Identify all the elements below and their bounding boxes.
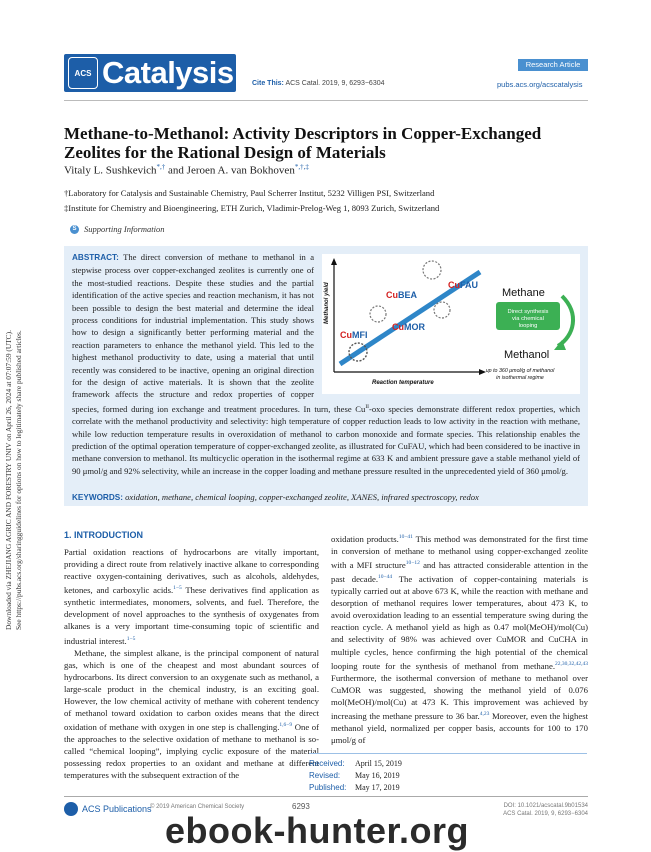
label-cumor: CuMOR — [392, 322, 425, 332]
acs-publications-logo[interactable] — [64, 802, 152, 816]
author-1-marks: *,† — [156, 163, 166, 171]
label-cubea: CuBEA — [386, 290, 418, 300]
author-2-marks: *,†,‡ — [294, 163, 309, 171]
toc-note-line-2: in isothermal regime — [496, 375, 544, 381]
toc-methane-label: Methane — [502, 287, 545, 299]
citation-text: ACS Catal. 2019, 9, 6293−6304 — [503, 811, 588, 817]
toc-process-line-1: Direct synthesis — [507, 309, 549, 315]
keywords — [72, 492, 580, 502]
toc-process-line-3: looping — [518, 323, 538, 329]
zeolite-fau-structure — [423, 261, 441, 279]
sidenote-line-1: Downloaded via ZHEJIANG AGRIC AND FORESTRY UNIV on April 26, 2024 at 07:07:59 (UTC). — [4, 330, 13, 630]
label-cufau: CuFAU — [448, 280, 478, 290]
p3-text-c: and has attracted considerable attention in the past decade. — [331, 559, 588, 584]
cite-text: ACS Catal. 2019, 9, 6293−6304 — [285, 80, 385, 87]
toc-y-arrow — [331, 258, 337, 265]
zeolite-mor-structure — [434, 302, 450, 318]
toc-graphic-svg — [322, 254, 580, 394]
citation[interactable]: 4,23 — [479, 710, 490, 717]
left-column — [64, 546, 319, 781]
article-title: Methane-to-Methanol: Activity Descriptors in Copper-Exchanged Zeolites for the Rational Design of Materials — [64, 124, 542, 162]
publisher-name: ACS Publications — [82, 804, 152, 814]
author-1[interactable]: Vitaly L. Sushkevich — [64, 164, 157, 177]
author-list — [64, 163, 584, 177]
header-divider — [64, 100, 588, 101]
paragraph-3 — [331, 531, 588, 746]
toc-process-line-2: via chemical — [512, 316, 544, 322]
p3-text-d: The activation of copper-containing materials is typically carried out at above 673 K, while the reaction with methane and desorption of methanol requires lower temperatures, about 473 K, to avoid overoxidation leading to an essential temperature swing during the reaction cycle. A methanol yield as high as 0.47 mol(MeOH)/mol(Cu) and selectivity of 98% was achieved over CuMOR and CuCHA in multiple cycles, hence confirming the high potential of the chemical looping route for the synthesis of methanol from methane. — [331, 573, 588, 671]
footer-divider — [64, 796, 588, 797]
cite-this[interactable] — [252, 80, 385, 87]
p3-text-b: This method was demonstrated for the first time in conversion of methane to methanol using copper-exchanged zeolite with a MFI structure — [331, 533, 588, 570]
citation[interactable]: 1−5 — [126, 635, 136, 642]
footer-doi[interactable] — [468, 802, 588, 818]
date-published: Published: May 17, 2019 — [309, 783, 400, 792]
article-dates — [309, 753, 587, 794]
watermark-text: ebook-hunter.org — [165, 810, 469, 851]
citation[interactable]: 10−41 — [398, 534, 413, 540]
citation[interactable]: 1−5 — [173, 585, 182, 592]
citation[interactable]: 10−44 — [378, 574, 393, 581]
supporting-info-label: Supporting Information — [84, 224, 165, 234]
supporting-info-icon: S — [70, 225, 79, 234]
keywords-text: oxidation, methane, chemical looping, copper-exchanged zeolite, XANES, infrared spectroscopy, redox — [125, 492, 479, 502]
p1-text-a: Partial oxidation reactions of hydrocarbons are vitally important, providing a direct route from relatively inactive alkane to corresponding reactive oxygen-containing derivatives, such as alcohols, aldehydes, ketones, and carboxylic acids. — [64, 547, 319, 596]
citation[interactable]: 1,6−9 — [279, 722, 293, 729]
abstract-label: ABSTRACT: — [72, 253, 119, 262]
section-heading-introduction: 1. INTRODUCTION — [64, 530, 144, 540]
label-cumfi: CuMFI — [340, 330, 368, 340]
toc-note-line-1: up to 360 μmol/g of methanol — [485, 368, 555, 374]
date-received: Received: April 15, 2019 — [309, 759, 402, 768]
toc-graphic — [322, 254, 580, 394]
zeolite-bea-structure — [370, 306, 386, 322]
p2-text-a: Methane, the simplest alkane, is the principal component of natural gas, which is one of the cheapest and most abundant sources of hydrocarbons. Its direct conversion to an oxygenate such as methanol, a large-scale product in the chemical industry, is an exciting goal. However, the low chemical activity of methane with coherent tendency of methanol toward oxidation to carbon oxides means that the direct oxidation of methane with oxygen in one step is challenging. — [64, 647, 319, 732]
journal-logo[interactable] — [64, 54, 236, 92]
toc-methanol-label: Methanol — [504, 349, 550, 361]
page-number: 6293 — [292, 802, 310, 811]
date-revised: Revised: May 16, 2019 — [309, 771, 400, 780]
toc-y-label: Methanol yield — [324, 282, 330, 324]
footer-copyright: © 2019 American Chemical Society — [150, 804, 245, 810]
acs-mark: ACS — [68, 57, 98, 89]
p3-text-a: oxidation products. — [331, 533, 399, 544]
journal-url[interactable]: pubs.acs.org/acscatalysis — [497, 80, 583, 89]
journal-name: Catalysis — [102, 55, 234, 90]
acs-publications-icon — [64, 802, 78, 816]
p3-text-e: Furthermore, the isothermal conversion of methane to methanol over CuMOR was suggested, showing the methanol yield of 0.076 mol(MeOH)/mol(Cu) at 473 K. This improvement was achieved by increasing the methane pressure to 36 bar. — [331, 672, 588, 721]
p3-text-f: Moreover, even the highest methanol yield, normalized per copper basis, accounts for 100 to 170 μmol/g of — [331, 710, 589, 745]
citation[interactable]: 10−12 — [405, 560, 420, 567]
paragraph-1 — [64, 546, 319, 647]
download-sidenote — [4, 250, 34, 630]
keywords-label: KEYWORDS: — [72, 493, 123, 502]
abstract — [72, 251, 580, 477]
toc-curved-arrow — [558, 296, 573, 346]
article-type-badge: Research Article — [518, 59, 588, 71]
abstract-text: The direct conversion of methane to methanol in a stepwise process over copper-exchanged zeolites is currently one of the most-studied reactions. Despite these studies and the partial identification of the active species and reaction mechanism, it has not been possible to design the best material and determine the ideal process conditions for industrial implementation. This study shows how to design a significantly better performing material and the reaction parameters to enhance the methanol yield. This led to the highest methanol productivity to date, using a material that until recently was considered to be inactive, opening an original direction for the design of active materials. It is shown that the zeolite framework affects the structure and redox properties of copper species, formed during ion exchange and treatment procedures. In turn, these $Cu^{II}$-oxo species demonstrate different redox properties, which correlate with the methanol productivity and selectivity: high temperature of copper reduction leads to low activity in the reaction with methane, while low reduction temperature results in overoxidation of methanol to carbon monoxide and formate species. This relationship enables the prediction of the optimal operation temperature of copper-exchanged zeolite, as illustrated for CuFAU, which had been considered to be inactive in methane conversion to methanol. Its multicyclic operation in the isothermal regime at 633 K and ambient pressure gave a stable methanol yield of 90 μmol/g and 92% selectivity, while an increase in the copper loading and methane pressure resulted in the unprecedented yield of 360 μmol/g. — [72, 252, 580, 476]
p2-text-b: One of the approaches to the selective oxidation of methane to methanol is so-called “chemical looping”, implying cyclic exposure of the material possessing redox properties to an oxidant and methane at different temperatures with the subsequent extraction of the — [64, 721, 319, 781]
affiliation-1: †Laboratory for Catalysis and Sustainable Chemistry, Paul Scherrer Institut, 5232 Villigen PSI, Switzerland — [64, 188, 435, 198]
cite-label: Cite This: — [252, 80, 284, 87]
supporting-information-link[interactable] — [70, 224, 165, 234]
author-conjunction: and — [165, 164, 187, 177]
right-column — [331, 531, 588, 746]
paragraph-2 — [64, 647, 319, 782]
p1-text-b: These derivatives find application as synthetic intermediates, monomers, solvents, and fuel. Therefore, the development of novel approaches to the synthesis of oxygenates from alkanes is a very important time-consuming topic of scientific and industrial interest. — [64, 585, 319, 646]
doi-text: DOI: 10.1021/acscatal.9b01534 — [503, 803, 588, 809]
citation[interactable]: 22,30,32,42,43 — [555, 660, 588, 667]
sidenote-line-2: See https://pubs.acs.org/sharingguidelines for options on how to legitimately share published articles. — [14, 330, 23, 630]
author-2[interactable]: Jeroen A. van Bokhoven — [186, 164, 295, 177]
affiliation-2: ‡Institute for Chemistry and Bioengineering, ETH Zurich, Vladimir-Prelog-Weg 1, 8093 Zurich, Switzerland — [64, 203, 440, 213]
toc-x-label: Reaction temperature — [372, 380, 434, 386]
